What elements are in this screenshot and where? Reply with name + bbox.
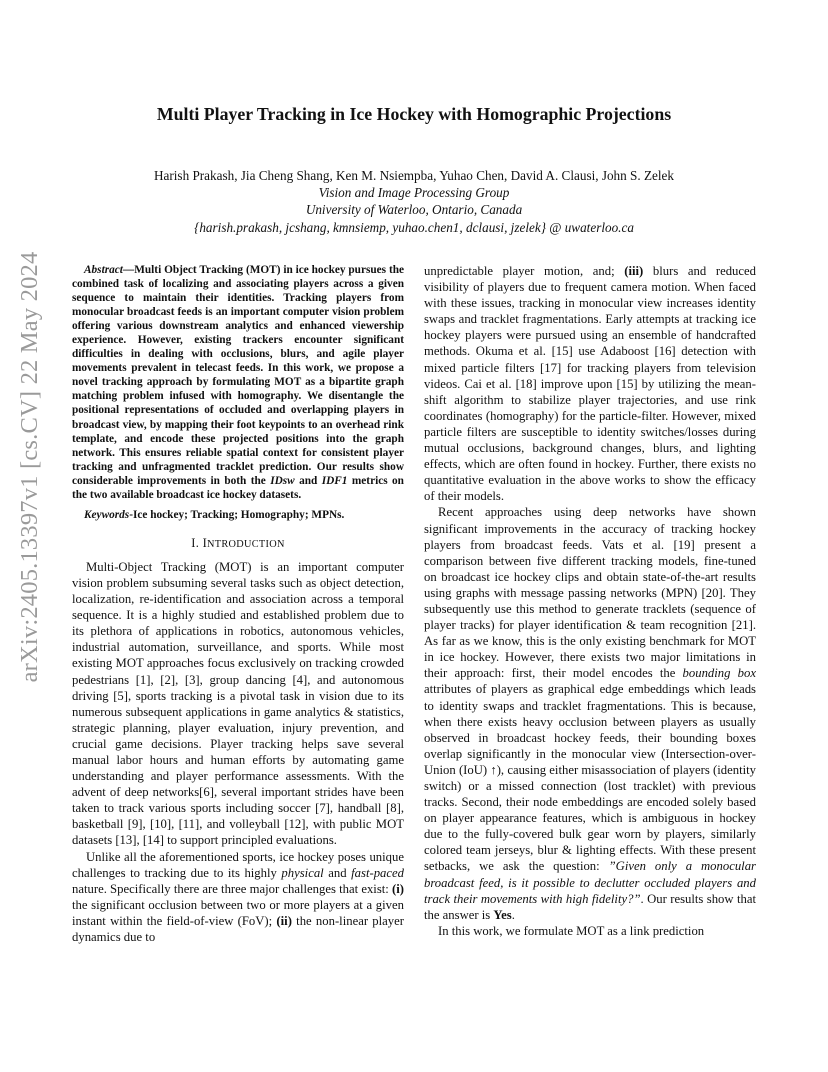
text-run: and [323,865,352,880]
keywords-body: -Ice hockey; Tracking; Homography; MPNs. [129,508,345,521]
answer-yes: Yes [493,907,512,922]
text-run: blurs and reduced visibility of players due to frequent camera motion. When faced with these issues, tracking in monocular view increases identity swaps and tracklet fragmentations. Early attempts at tracking ice hockey players were pursued using an ensemble of handcrafted methods. Okuma et al. [15] use Adaboost [16] detection with mixed particle filters [17] for tracking players from television videos. Cai et al. [18] improve upon [15] by utilizing the mean-shift algorithm to stabilize player trajectories, and use rink coordinates (homography) for the particle-filter. However, mixed particle filters are susceptible to identity switches/losses during mutual occlusions, background changes, blurs, and lighting effects, which are often found in hockey. Further, there exists no quantitative evaluation in the above works to show the efficacy of their models. [424,264,756,504]
paper-title: Multi Player Tracking in Ice Hockey with Homographic Projections [156,104,672,124]
text-run: nature. Specifically there are three major challenges that exist: [72,881,393,896]
affiliation-group: Vision and Image Processing Group [318,185,510,201]
abstract-body: —Multi Object Tracking (MOT) in ice hockey pursues the combined task of localizing and associating players across a given sequence to maintain their identities. Tracking players from monocular broadcast feeds is an important computer vision problem offering various downstream analytics and enhanced viewership experience. However, existing trackers encounter significant difficulties in dealing with occlusions, blurs, and agile player movements prevalent in telecast feeds. In this work, we propose a novel tracking approach by formulating MOT as a bipartite graph matching problem infused with homography. We disentangle the positional representations of occluded and overlapping players in broadcast view, by mapping their foot keypoints to an overhead rink template, and encode these projected positions into the graph network. This ensures reliable spatial context for consistent player tracking and unfragmented tracklet prediction. Our results show considerable improvements in both the [72,264,404,487]
author-emails: {harish.prakash, jcshang, kmnsiemp, yuhao.chen1, dclausi, jzelek} @ uwaterloo.ca [194,219,634,235]
intro-paragraph-2 [72,849,404,946]
intro-paragraph-3 [424,504,756,922]
arxiv-sidebar [8,251,52,683]
section-title: NTRODUCTION [207,538,285,550]
enum-i: (i) [392,881,404,896]
keywords-lead: Keywords [84,508,130,521]
text-run: attributes of players as graphical edge embeddings which leads to identity swaps and tracklet fragmentations. This is because, when there exists heavy occlusion between players as usually observed in broadcast hockey feeds, their bounding boxes overlap significantly in the monocular view (Intersection-over-Union (IoU) ↑), causing either misassociation of players (identity switch) or a missed connection (lost tracklet) with previous tracks. Second, their node embeddings are encoded solely based on player appearance features, which is ambiguous in hockey due to the fully-covered bulk gear worn by players, similarly colored team jerseys, blur & lighting effects. With these present setbacks, we ask the question: [424,682,756,874]
enum-iii: (iii) [624,264,644,278]
text-run: the non-linear player dynamics due to [72,913,404,945]
emphasis-fast-paced: fast-paced [351,865,404,880]
keywords [72,508,404,522]
text-run: Recent approaches using deep networks have shown significant improvements in the accuracy of tracking hockey players from broadcast feeds. Vats et al. [19] present a comparison between five different tracking models, fine-tuned on broadcast ice hockey clips and obtain state-of-the-art results using graphs with message passing networks (MPN) [20]. They subsequently use this method to generate tracklets (sequence of player tracks) for player identification & team recognition [21]. As far as we know, this is the only existing benchmark for MOT in ice hockey. However, there exists two major limitations in their approach: first, their model encodes the [424,505,756,681]
abstract [72,263,404,502]
text-run: the significant occlusion between two or more players at a given instant within the field-of-view (FoV); [72,897,404,928]
section-number: I. I [191,535,208,550]
intro-paragraph-4: In this work, we formulate MOT as a link prediction [438,923,705,938]
emphasis-bounding-box: bounding box [682,666,756,681]
abstract-metric-idf1: IDF1 [321,474,348,487]
research-question: ”Given only a monocular broadcast feed, is it possible to declutter occluded players and track their movements with high fidelity?” [424,859,756,906]
abstract-and: and [294,474,322,487]
abstract-end: metrics on the two available broadcast ice hockey datasets. [72,474,404,501]
text-run: Unlike all the aforementioned sports, ice hockey poses unique challenges to tracking due to its highly [72,849,404,880]
enum-ii: (ii) [276,913,292,928]
text-run: . Our results show that the answer is [424,891,757,922]
text-run: . [511,907,515,922]
abstract-metric-idsw: IDsw [270,474,295,487]
text-run: unpredictable player motion, and; [424,264,625,278]
right-column [424,263,756,939]
author-list: Harish Prakash, Jia Cheng Shang, Ken M. Nsiempba, Yuhao Chen, David A. Clausi, John S. Zelek [154,168,674,183]
intro-paragraph-2-continued [424,263,756,504]
section-heading-introduction [72,535,404,553]
left-column [72,263,404,945]
emphasis-physical: physical [281,865,324,880]
arxiv-identifier: arXiv:2405.13397v1 [cs.CV] 22 May 2024 [16,251,43,683]
author-block [0,167,828,236]
intro-paragraph-1: Multi-Object Tracking (MOT) is an important computer vision problem subsuming several tasks such as object detection, localization, re-identification and association across a temporal sequence. It is a highly studied and established problem due to its plethora of applications in robotics, autonomous vehicles, industrial automation, surveillance, and sports. While most existing MOT approaches focus exclusively on tracking crowded pedestrians [1], [2], [3], group dancing [4], and autonomous driving [5], sports tracking is a pivotal task in vision due to its numerous subsequent applications in game analytics & statistics, strategic planning, player evaluation, injury prevention, and crucial game decisions. Player tracking helps save several manual labor hours and human efforts by automating game understanding and player performance assessments. With the advent of deep networks[6], several important strides have been taken to track various sports including soccer [7], handball [8], basketball [9], [10], [11], and volleyball [12], with public MOT datasets [13], [14] to support principled evaluations. [72,559,404,848]
affiliation-university: University of Waterloo, Ontario, Canada [305,202,523,218]
abstract-lead: Abstract [84,264,123,276]
